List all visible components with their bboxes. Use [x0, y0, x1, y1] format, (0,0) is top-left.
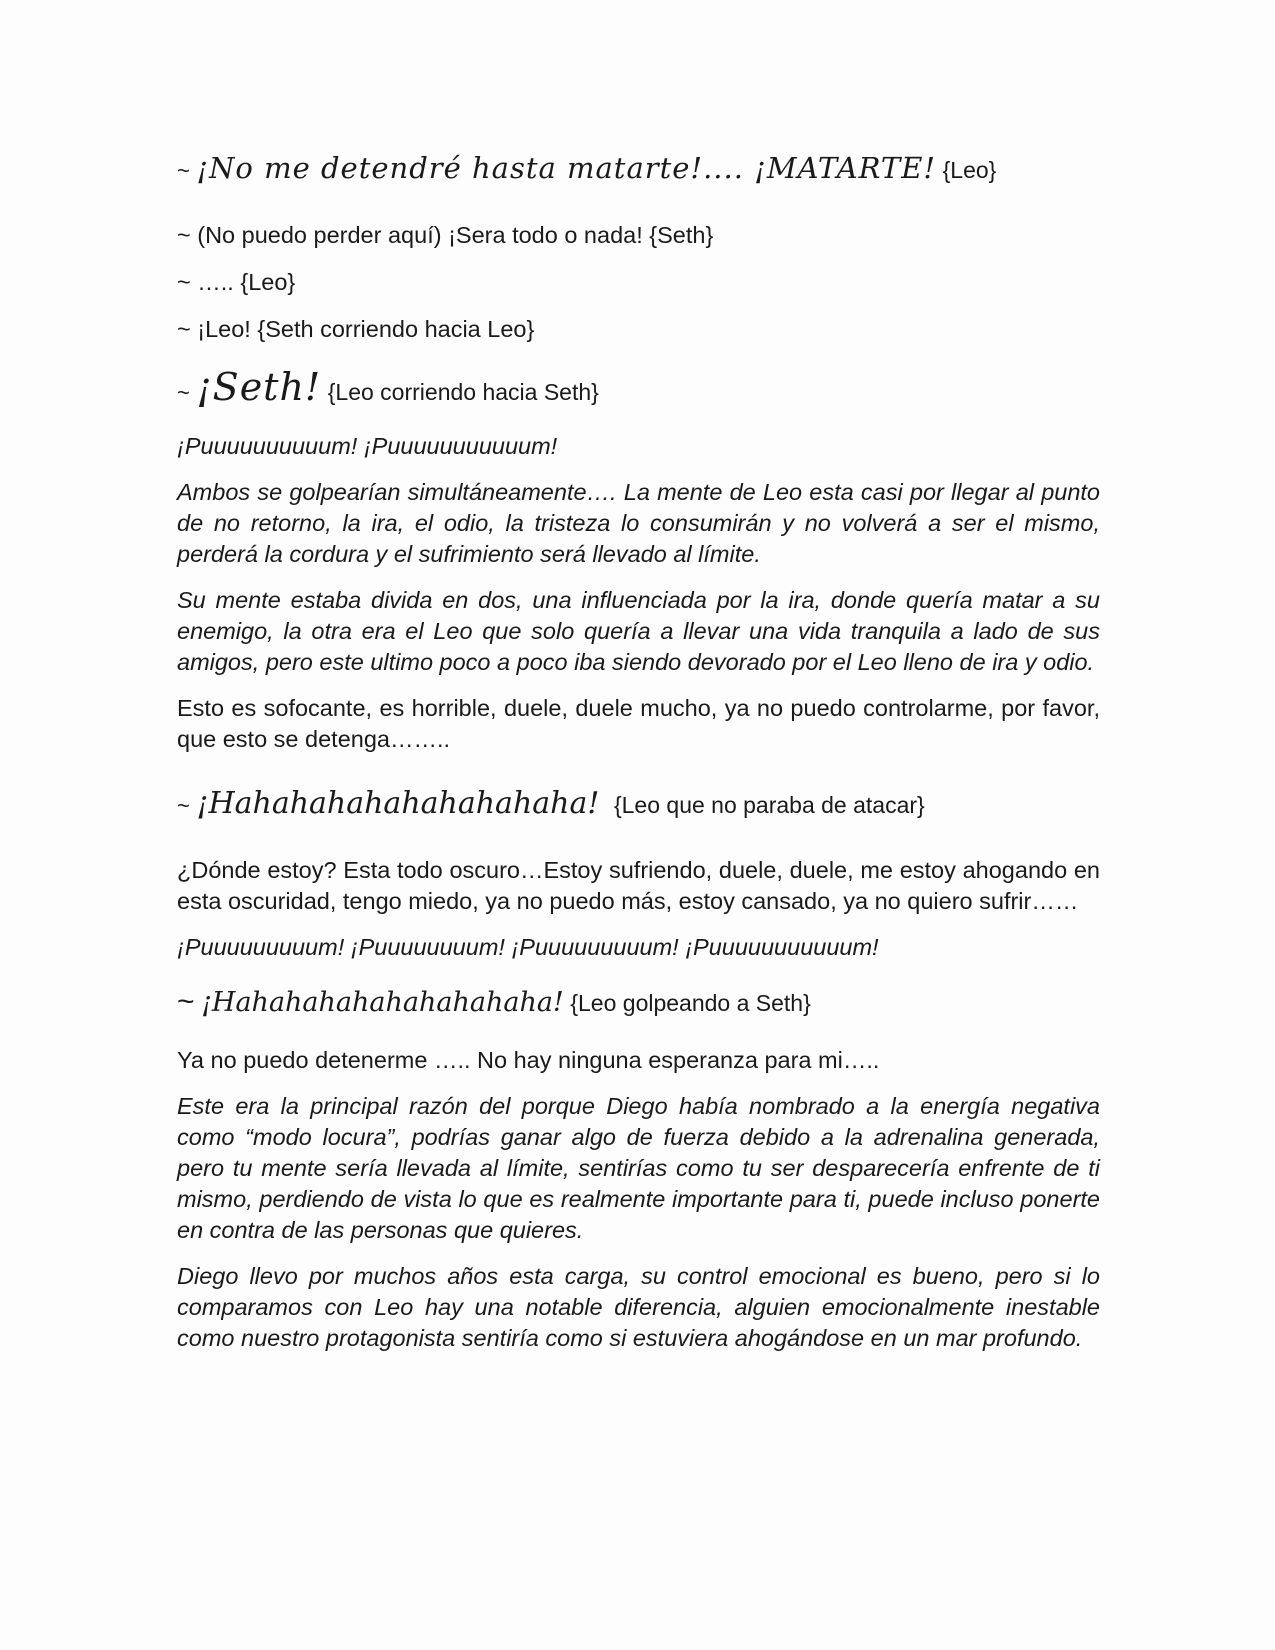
narration-paragraph: Diego llevo por muchos años esta carga, su control emocional es bueno, pero si lo comparamos con Leo hay una notable diferencia, alguien emocionalmente inestable como nuestro protagonista sentiría como si estuviera ahogándose en un mar profundo.	[177, 1263, 1100, 1351]
dialogue-line: ~ (No puedo perder aquí) ¡Sera todo o nada! {Seth}	[177, 222, 714, 248]
speaker-tag: {Leo golpeando a Seth}	[570, 990, 811, 1016]
dialogue-line: ~ ….. {Leo}	[177, 269, 296, 295]
dialogue-dash: ~	[177, 985, 195, 1018]
inner-thought-paragraph: ¿Dónde estoy? Esta todo oscuro…Estoy sufriendo, duele, duele, me estoy ahogando en esta oscuridad, tengo miedo, ya no puedo más, estoy cansado, ya no quiero sufrir……	[177, 857, 1100, 914]
shout-text: ¡Hahahahahahahahahaha!	[201, 987, 564, 1018]
dialogue-line	[177, 365, 1100, 409]
dialogue-dash: ~	[177, 380, 190, 405]
inner-thought-paragraph: Ya no puedo detenerme ….. No hay ninguna esperanza para mi…..	[177, 1047, 880, 1073]
narration-paragraph: Su mente estaba divida en dos, una influenciada por la ira, donde quería matar a su enemigo, la otra era el Leo que solo quería a llevar una vida tranquila a lado de sus amigos, pero este ultimo poco a poco iba siendo devorado por el Leo lleno de ira y odio.	[177, 587, 1100, 675]
document-body	[177, 150, 1100, 1354]
dialogue-dash: ~	[177, 793, 190, 818]
narration-paragraph: Este era la principal razón del porque Diego había nombrado a la energía negativa como “modo locura”, podrías ganar algo de fuerza debido a la adrenalina generada, pero tu mente sería llevada al límite, sentirías como tu ser desparecería enfrente de ti mismo, perdiendo de vista lo que es realmente importante para ti, puede incluso ponerte en contra de las personas que quieres.	[177, 1093, 1100, 1243]
narration-paragraph: Ambos se golpearían simultáneamente…. La mente de Leo esta casi por llegar al punto de no retorno, la ira, el odio, la tristeza lo consumirán y no volverá a ser el mismo, perderá la cordura y el sufrimiento será llevado al límite.	[177, 479, 1100, 567]
dialogue-dash: ~	[177, 158, 190, 183]
inner-thought-paragraph: Esto es sofocante, es horrible, duele, duele mucho, ya no puedo controlarme, por favor, que esto se detenga……..	[177, 695, 1100, 752]
speaker-tag: {Leo}	[942, 157, 997, 183]
sound-effect: ¡Puuuuuuuuuum! ¡Puuuuuuuuuuum!	[177, 433, 558, 459]
shout-text: ¡No me detendré hasta matarte!.... ¡MATARTE!	[196, 151, 937, 185]
dialogue-line	[177, 981, 1100, 1023]
speaker-tag: {Leo que no paraba de atacar}	[613, 792, 925, 818]
dialogue-line: ~ ¡Leo! {Seth corriendo hacia Leo}	[177, 316, 535, 342]
shout-text: ¡Hahahahahahahahahaha!	[196, 786, 600, 821]
dialogue-line	[177, 781, 1100, 827]
shout-text: ¡Seth!	[196, 365, 322, 409]
speaker-tag: {Leo corriendo hacia Seth}	[327, 379, 599, 405]
dialogue-line	[177, 150, 1100, 186]
sound-effect: ¡Puuuuuuuuum! ¡Puuuuuuuum! ¡Puuuuuuuuum! ¡Puuuuuuuuuuum!	[177, 934, 879, 960]
